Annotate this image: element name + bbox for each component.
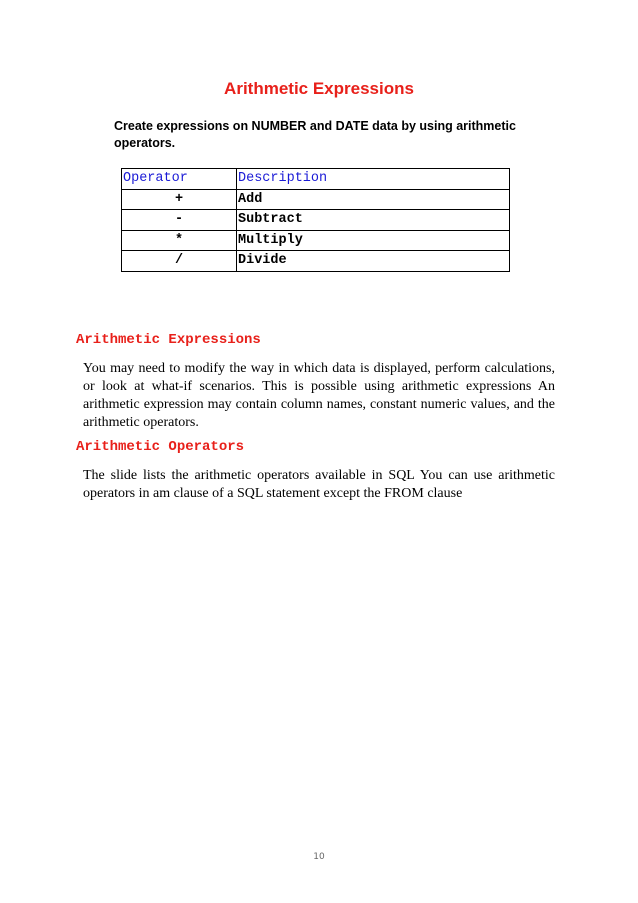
table-row <box>122 189 510 210</box>
operator-cell: / <box>122 251 237 272</box>
table-row <box>122 230 510 251</box>
intro-text: Create expressions on NUMBER and DATE data by using arithmetic operators. <box>114 119 516 150</box>
table-header-row <box>122 169 510 190</box>
header-description: Description <box>237 169 510 190</box>
section-heading-operators: Arithmetic Operators <box>76 439 245 455</box>
section-text-expressions: You may need to modify the way in which data is displayed, perform calculations, or look at what-if scenarios. This is possible using arithmetic expressions An arithmetic expression may contain column names, constant numeric values, and the arithmetic operators. <box>83 361 555 430</box>
operator-cell: - <box>122 210 237 231</box>
page-title: Arithmetic Expressions <box>224 79 414 98</box>
section-heading-expressions: Arithmetic Expressions <box>76 332 261 348</box>
operator-cell: + <box>122 189 237 210</box>
table-row <box>122 210 510 231</box>
description-cell: Subtract <box>237 210 510 231</box>
header-operator: Operator <box>122 169 237 190</box>
page-number: 10 <box>313 852 325 862</box>
description-cell: Add <box>237 189 510 210</box>
operators-table <box>121 168 510 272</box>
table-row <box>122 251 510 272</box>
operator-cell: * <box>122 230 237 251</box>
section-text-operators: The slide lists the arithmetic operators available in SQL You can use arithmetic operators in am clause of a SQL statement except the FROM clause <box>83 468 555 501</box>
description-cell: Multiply <box>237 230 510 251</box>
description-cell: Divide <box>237 251 510 272</box>
